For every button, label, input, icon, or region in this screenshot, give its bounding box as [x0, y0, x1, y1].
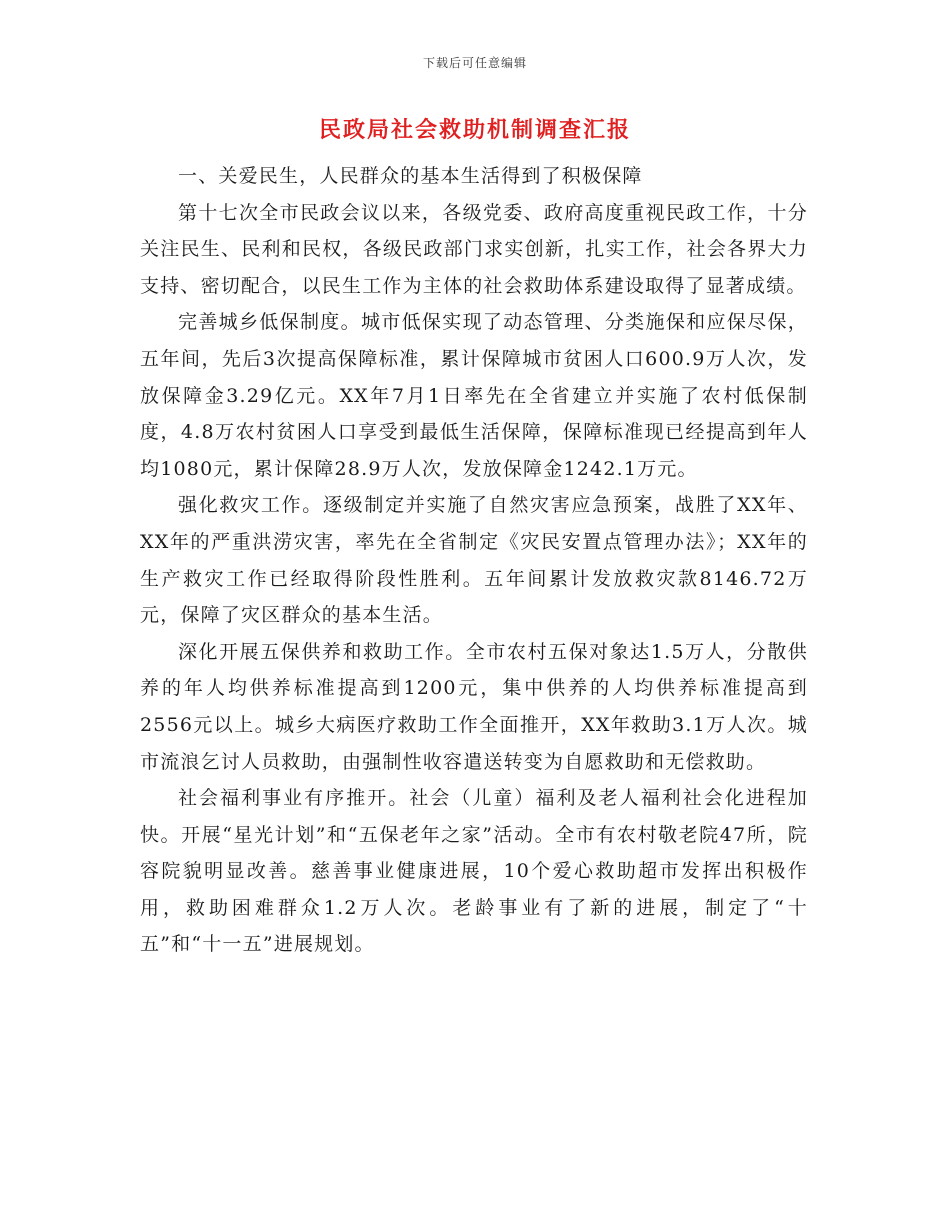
header-note: 下载后可任意编辑: [422, 56, 527, 70]
section-heading: 一、关爱民生，人民群众的基本生活得到了积极保障: [178, 165, 643, 187]
paragraph: 强化救灾工作。逐级制定并实施了自然灾害应急预案，战胜了XX年、XX年的严重洪涝灾害，率先在全省制定《灾民安置点管理办法》；XX年的生产救灾工作已经取得阶段性胜利。五年间累计发放救灾款8146.72万元，保障了灾区群众的基本生活。: [140, 494, 808, 627]
document-title: 民政局社会救助机制调查汇报: [318, 117, 631, 143]
paragraph: 第十七次全市民政会议以来，各级党委、政府高度重视民政工作，十分关注民生、民利和民权，各级民政部门求实创新，扎实工作，社会各界大力支持、密切配合，以民生工作为主体的社会救助体系建设取得了显著成绩。: [140, 201, 808, 297]
document-body: [140, 158, 808, 963]
paragraph: 完善城乡低保制度。城市低保实现了动态管理、分类施保和应保尽保，五年间，先后3次提高保障标准，累计保障城市贫困人口600.9万人次，发放保障金3.29亿元。XX年7月1日率先在全省建立并实施了农村低保制度，4.8万农村贫困人口享受到最低生活保障，保障标准现已经提高到年人均1080元，累计保障28.9万人次，发放保障金1242.1万元。: [140, 311, 808, 480]
paragraph: 深化开展五保供养和救助工作。全市农村五保对象达1.5万人，分散供养的年人均供养标准提高到1200元，集中供养的人均供养标准提高到2556元以上。城乡大病医疗救助工作全面推开，XX年救助3.1万人次。城市流浪乞讨人员救助，由强制性收容遣送转变为自愿救助和无偿救助。: [140, 640, 808, 773]
paragraph: 社会福利事业有序推开。社会（儿童）福利及老人福利社会化进程加快。开展“星光计划”和“五保老年之家”活动。全市有农村敬老院47所，院容院貌明显改善。慈善事业健康进展，10个爱心救助超市发挥出积极作用，救助困难群众1.2万人次。老龄事业有了新的进展，制定了“十五”和“十一五”进展规划。: [140, 787, 808, 956]
